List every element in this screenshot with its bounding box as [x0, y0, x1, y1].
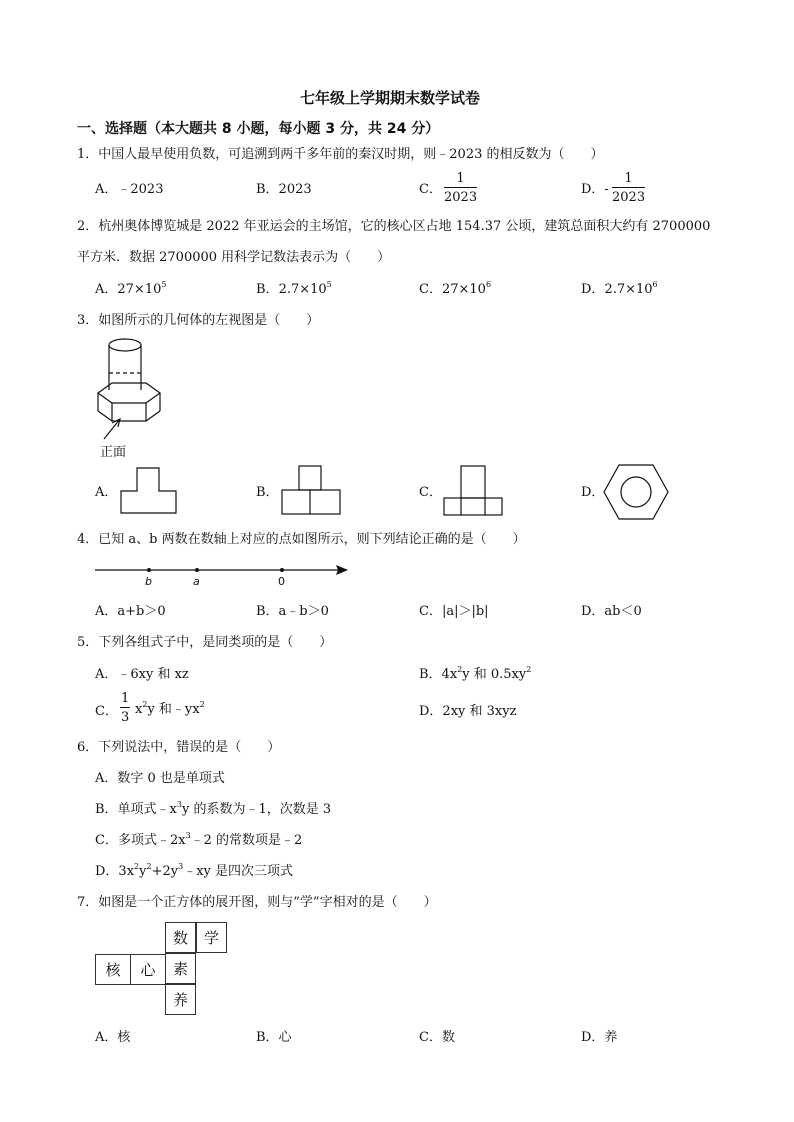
net-cell-yang: 养	[165, 984, 196, 1015]
q4-option-b[interactable]: B．a﹣b＞0	[256, 604, 329, 619]
net-cell-shu: 数	[165, 922, 196, 953]
page-title: 七年级上学期期末数学试卷	[300, 89, 481, 107]
q1-option-c-label: C．	[419, 182, 442, 197]
q1-option-a[interactable]: A．﹣2023	[95, 182, 164, 197]
point-b	[147, 568, 151, 572]
question-3-stem: 3．如图所示的几何体的左视图是（ ）	[77, 313, 320, 328]
fraction-numerator: 1	[456, 171, 465, 186]
q3-option-a-figure[interactable]	[120, 467, 180, 515]
point-a	[195, 568, 199, 572]
q2-option-c[interactable]: C．$27\times 10^6$	[419, 280, 492, 297]
q3-option-d-label[interactable]: D．	[581, 485, 605, 500]
fraction-denominator: 2023	[444, 190, 478, 205]
axis-label-b: b	[145, 575, 152, 588]
q5-option-d[interactable]: D．2xy 和 3xyz	[419, 704, 517, 719]
q5-option-c-label: C．	[95, 704, 118, 719]
q2-option-a[interactable]: A．$27\times 10^5$	[95, 280, 167, 297]
q3-option-d-figure[interactable]	[603, 464, 669, 520]
q5-option-c-expression: $x^2y$ 和$﹣yx^2$	[135, 700, 205, 717]
q6-option-c[interactable]: C．多项式$﹣2x^3﹣2$ 的常数项是﹣2	[95, 831, 303, 848]
q3-option-a-label[interactable]: A．	[95, 485, 118, 500]
front-label: 正面	[100, 445, 127, 460]
q5-option-a[interactable]: A．﹣6xy 和 xz	[95, 667, 189, 682]
fraction-denominator: 3	[121, 710, 130, 725]
net-cell-he: 核	[95, 954, 130, 985]
q6-option-d[interactable]: D．$3x^2y^2+2y^3﹣xy$ 是四次三项式	[95, 862, 293, 879]
q3-option-c-figure[interactable]	[443, 465, 505, 517]
net-cell-xue: 学	[196, 922, 227, 953]
q3-option-c-label[interactable]: C．	[419, 485, 442, 500]
q3-solid-figure	[90, 335, 180, 460]
q4-number-line	[95, 560, 355, 590]
q7-option-a[interactable]: A．核	[95, 1030, 131, 1045]
fraction-numerator: 1	[121, 691, 130, 706]
q4-option-c[interactable]: C．|a|＞|b|	[419, 604, 489, 619]
q2-option-b[interactable]: B．$2.7\times 10^5$	[256, 280, 332, 297]
net-cell-su: 素	[165, 953, 196, 984]
q3-option-b-figure[interactable]	[281, 465, 343, 517]
q2-option-d[interactable]: D．$2.7\times 10^6$	[581, 280, 658, 297]
q1-option-b[interactable]: B．2023	[256, 182, 312, 197]
point-zero	[280, 568, 284, 572]
question-5-stem: 5．下列各组式子中，是同类项的是（ ）	[77, 635, 333, 650]
question-7-stem: 7．如图是一个正方体的展开图，则与”学”字相对的是（ ）	[77, 895, 437, 910]
question-6-stem: 6．下列说法中，错误的是（ ）	[77, 740, 281, 755]
q6-option-b[interactable]: B．单项式$﹣x^3y$ 的系数为﹣1，次数是 3	[95, 800, 332, 817]
q5-option-b[interactable]: B．$4x^2y$ 和 $0.5xy^2$	[419, 665, 532, 682]
question-4-stem: 4．已知 a、b 两数在数轴上对应的点如图所示，则下列结论正确的是（ ）	[77, 532, 526, 547]
q7-option-c[interactable]: C．数	[419, 1030, 455, 1045]
q6-option-a[interactable]: A．数字 0 也是单项式	[95, 771, 225, 786]
fraction-numerator: 1	[624, 171, 633, 186]
axis-label-zero: 0	[278, 575, 285, 588]
question-1-stem: 1．中国人最早使用负数，可追溯到两千多年前的秦汉时期，则﹣2023 的相反数为（ ）	[77, 147, 604, 162]
q5-option-c-fraction	[120, 692, 130, 724]
axis-label-a: a	[193, 575, 200, 588]
q7-option-d[interactable]: D．养	[581, 1030, 618, 1045]
q3-option-b-label[interactable]: B．	[256, 485, 279, 500]
q1-option-d-fraction	[612, 172, 645, 204]
q4-option-a[interactable]: A．a+b＞0	[95, 604, 166, 619]
q4-option-d[interactable]: D．ab＜0	[581, 604, 642, 619]
question-2-stem-line1: 2．杭州奥体博览城是 2022 年亚运会的主场馆，它的核心区占地 154.37 公顷，建筑总面积大约有 2700000	[77, 219, 711, 234]
net-cell-xin: 心	[130, 954, 165, 985]
q1-option-d-label: D．-	[581, 182, 609, 197]
fraction-denominator: 2023	[612, 190, 646, 205]
q1-option-c-fraction	[444, 172, 477, 204]
q7-option-b[interactable]: B．心	[256, 1030, 292, 1045]
section-heading: 一、选择题（本大题共 8 小题，每小题 3 分，共 24 分）	[77, 121, 440, 137]
question-2-stem-line2: 平方米．数据 2700000 用科学记数法表示为（ ）	[77, 250, 391, 265]
